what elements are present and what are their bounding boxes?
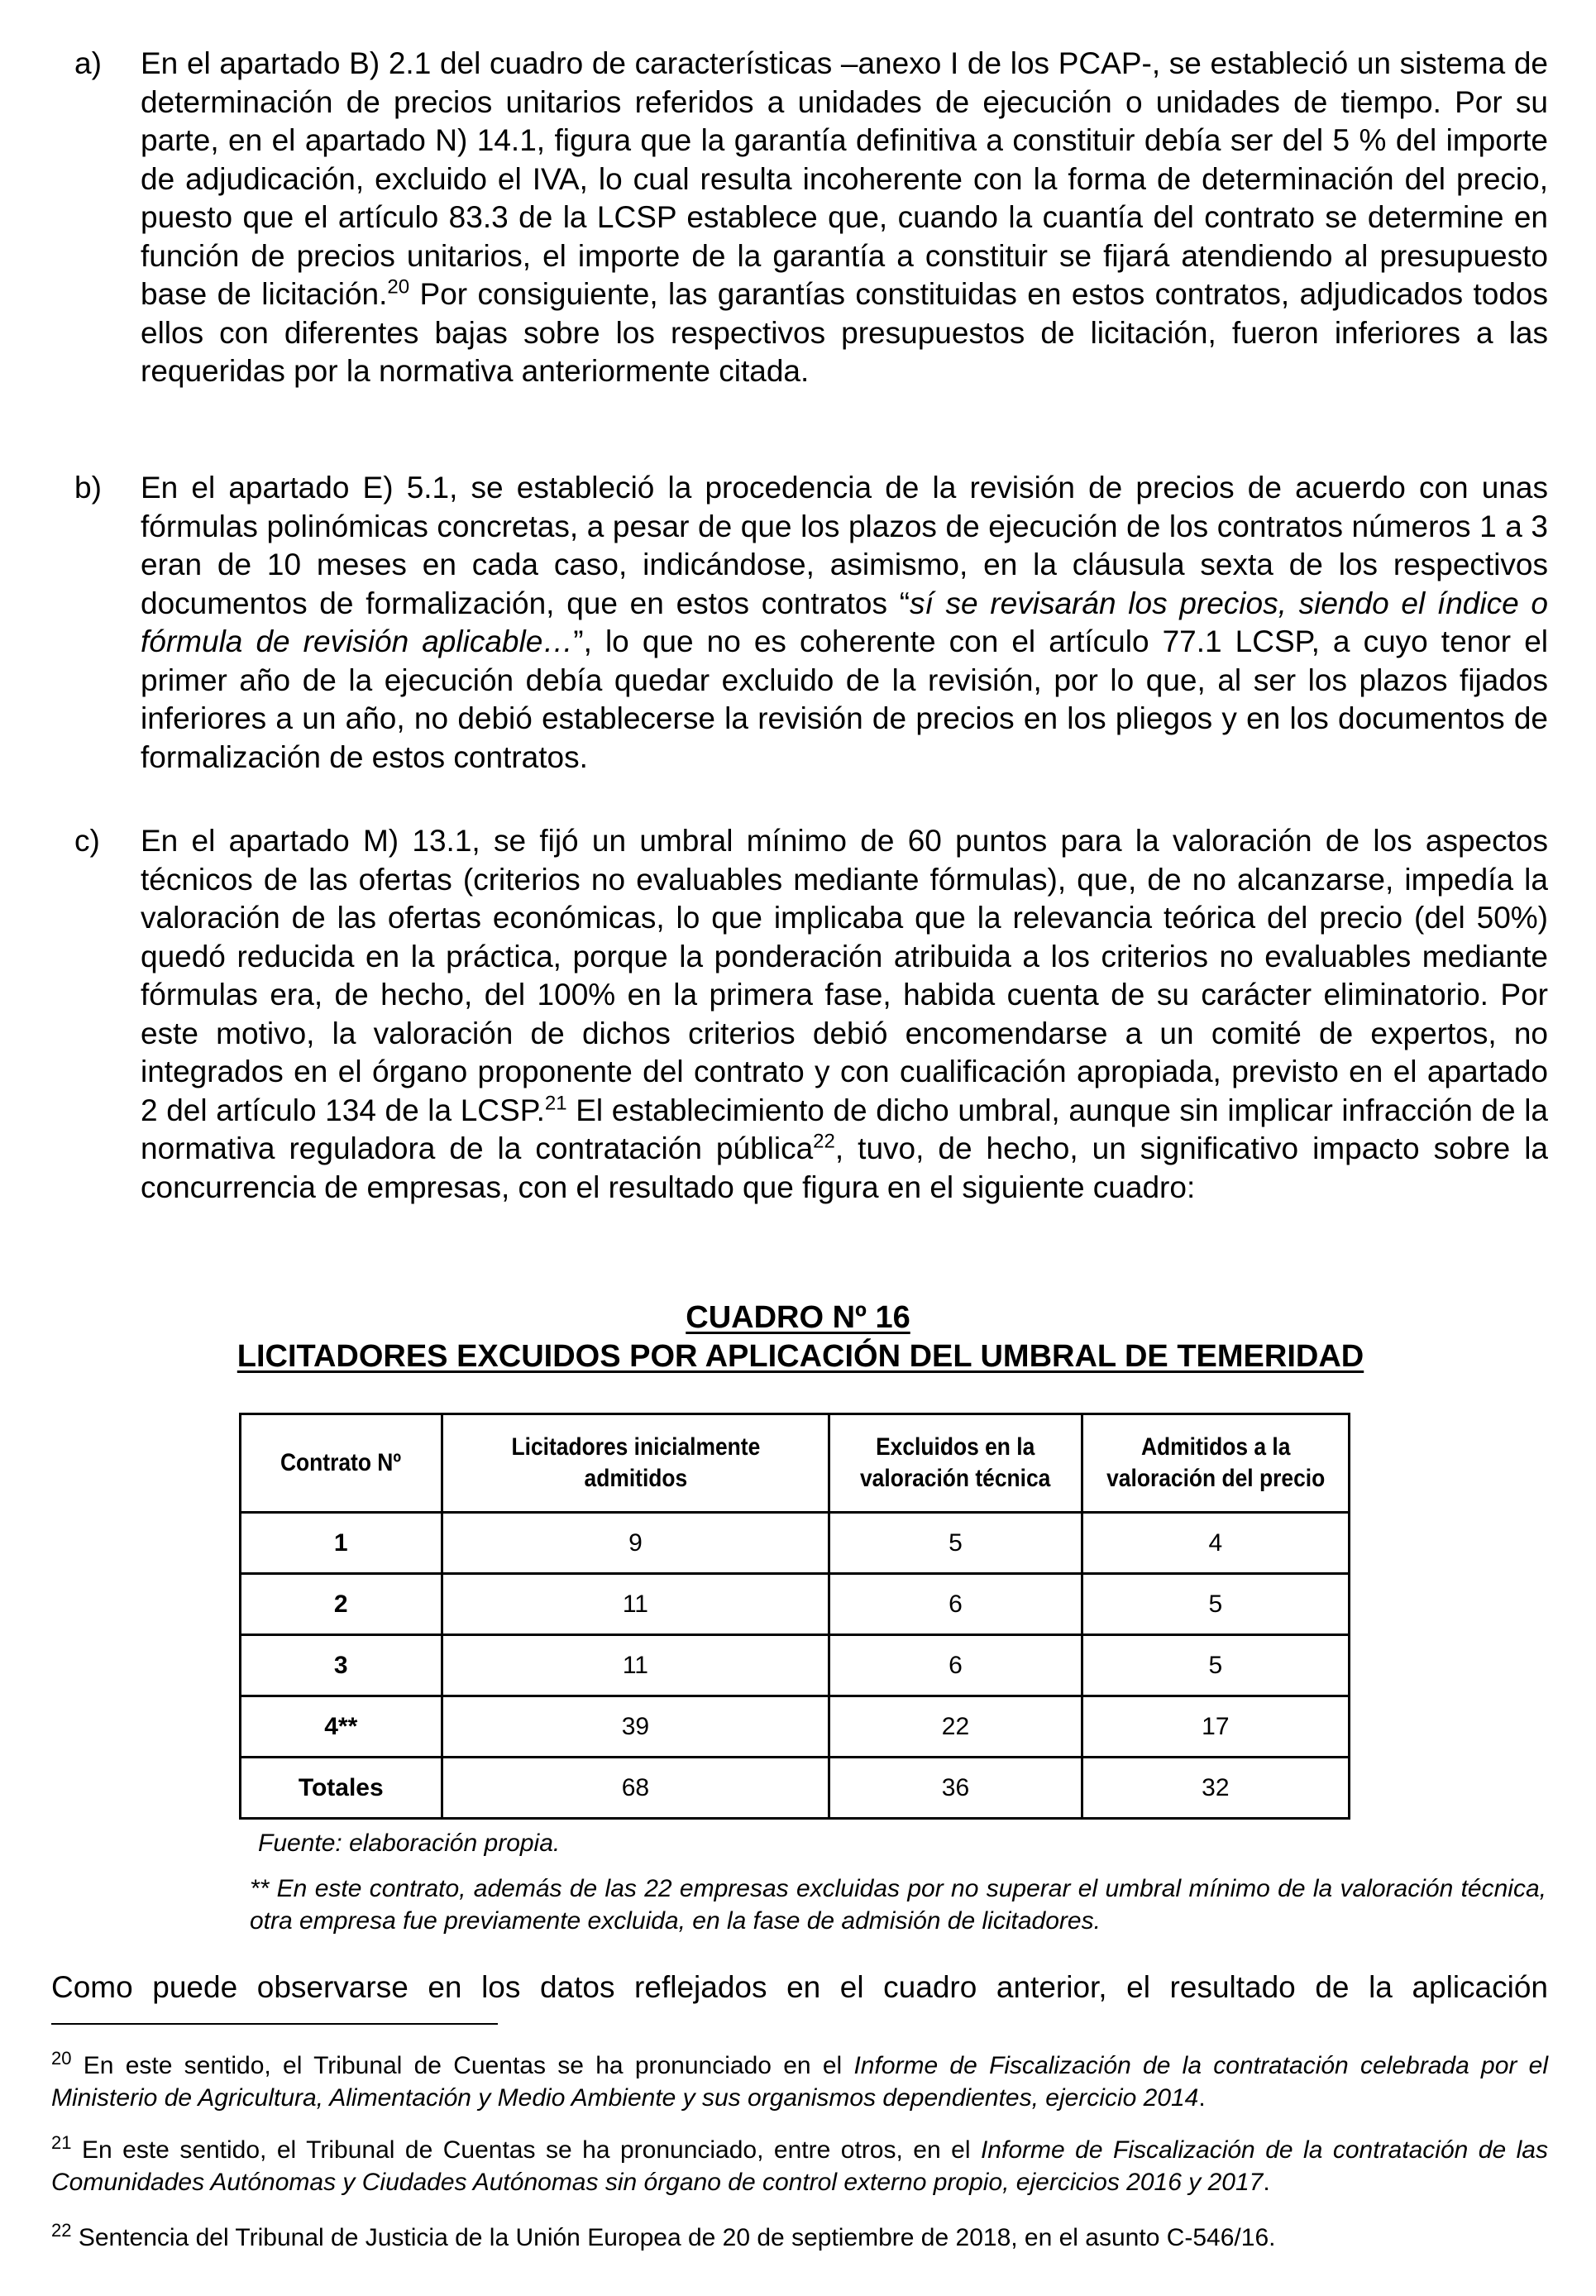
header-label: Excluidos en la valoración técnica (860, 1433, 1051, 1492)
table-cell: 5 (1082, 1635, 1349, 1696)
column-header (1082, 1414, 1349, 1513)
footnote-ref-22[interactable]: 22 (813, 1130, 835, 1153)
table-cell: 6 (829, 1635, 1082, 1696)
header-label: Licitadores inicialmente admitidos (511, 1433, 760, 1492)
table-title: CUADRO Nº 16 (686, 1300, 910, 1335)
column-header (442, 1414, 829, 1513)
text-run: ”, lo que no es coherente con el artículo 77.1 LCSP, a cuyo tenor el primer año de la ejecución debía quedar excluido de la revisión, por lo que, al ser los plazos fijados inferiores a un año, no debió establecerse la revisión de precios en los pliegos y en los documentos de formalización de estos contratos. (141, 624, 1548, 774)
footnote-number: 22 (51, 2220, 72, 2241)
table-note: ** En este contrato, además de las 22 empresas excluidas por no superar el umbral mínimo de la valoración técnica, otra empresa fue previamente excluida, en la fase de admisión de licitadores. (250, 1875, 1546, 1935)
text-run: Por consiguiente, las garantías constituidas en estos contratos, adjudicados todos ellos con diferentes bajas sobre los respectivos presupuestos de licitación, fueron inferiores a las requeridas por la normativa anteriormente citada. (141, 277, 1549, 388)
item-marker: b) (74, 471, 102, 505)
paragraph-c (74, 822, 1548, 1207)
table-cell: 3 (241, 1635, 442, 1696)
table-cell: 9 (442, 1513, 829, 1574)
table-source: Fuente: elaboración propia. (258, 1830, 561, 1857)
report-title: Informe de Fiscalización de la contratación celebrada por el Ministerio de Agricultura, Alimentación y Medio Ambiente y sus organismos dependientes, ejercicio 2014 (51, 2052, 1548, 2112)
table-row (241, 1635, 1350, 1696)
table-cell: 32 (1082, 1758, 1349, 1819)
footnote-ref-21[interactable]: 21 (544, 1092, 567, 1115)
continuation-paragraph: Como puede observarse en los datos reflejados en el cuadro anterior, el resultado de la aplicación (51, 1970, 1548, 2004)
text-run: . (1263, 2169, 1270, 2196)
footnote-number: 20 (51, 2048, 72, 2069)
text-run: El establecimiento de dicho umbral, aunque sin implicar infracción de la normativa reguladora de la contratación pública (141, 1093, 1548, 1165)
table-cell: 22 (829, 1696, 1082, 1758)
table-cell: 68 (442, 1758, 829, 1819)
footnote-21 (51, 2134, 1548, 2198)
table-cell: 5 (829, 1513, 1082, 1574)
column-header (829, 1414, 1082, 1513)
footnote-ref-20[interactable]: 20 (387, 275, 410, 299)
data-table (239, 1413, 1350, 1820)
paragraph-a (74, 45, 1548, 391)
item-marker: c) (74, 824, 100, 858)
table-cell: 11 (442, 1574, 829, 1635)
text-run: , tuvo, de hecho, un significativo impacto sobre la concurrencia de empresas, con el resultado que figura en el siguiente cuadro: (141, 1131, 1548, 1204)
table-cell: 11 (442, 1635, 829, 1696)
header-label: Contrato Nº (280, 1449, 402, 1476)
table-cell: 39 (442, 1696, 829, 1758)
table-cell: 2 (241, 1574, 442, 1635)
table-cell: 4** (241, 1696, 442, 1758)
header-label: Admitidos a la valoración del precio (1106, 1433, 1325, 1492)
text-run: . (1198, 2084, 1206, 2112)
text-run: En este sentido, el Tribunal de Cuentas se ha pronunciado en el (71, 2052, 854, 2079)
table-row (241, 1574, 1350, 1635)
footnote-number: 21 (51, 2132, 72, 2153)
paragraph-text (141, 45, 1548, 391)
paragraph-text (141, 469, 1548, 777)
table-cell: 36 (829, 1758, 1082, 1819)
text-run: Sentencia del Tribunal de Justicia de la Unión Europea de 20 de septiembre de 2018, en el asunto C-546/16. (71, 2224, 1276, 2251)
report-title: Informe de Fiscalización de la contratación de las Comunidades Autónomas y Ciudades Autónomas sin órgano de control externo propio, ejercicios 2016 y 2017 (51, 2136, 1548, 2196)
table-cell: 17 (1082, 1696, 1349, 1758)
text-run: En el apartado E) 5.1, se estableció la procedencia de la revisión de precios de acuerdo con unas fórmulas polinómicas concretas, a pesar de que los plazos de ejecución de los contratos números 1 a 3 eran de 10 meses en cada caso, indicándose, asimismo, en la cláusula sexta de los respectivos documentos de formalización, que en estos contratos “ (141, 471, 1548, 620)
paragraph-b (74, 469, 1548, 777)
table-cell: 1 (241, 1513, 442, 1574)
quoted-clause: sí se revisarán los precios, siendo el índice o fórmula de revisión aplicable… (141, 586, 1548, 658)
table-row (241, 1696, 1350, 1758)
footnote-20 (51, 2050, 1548, 2114)
table-cell: 4 (1082, 1513, 1349, 1574)
table-cell: 6 (829, 1574, 1082, 1635)
table-cell: Totales (241, 1758, 442, 1819)
paragraph-text (141, 822, 1548, 1207)
table-subtitle: LICITADORES EXCUIDOS POR APLICACIÓN DEL UMBRAL DE TEMERIDAD (237, 1339, 1364, 1374)
text-run: En el apartado M) 13.1, se fijó un umbral mínimo de 60 puntos para la valoración de los aspectos técnicos de las ofertas (criterios no evaluables mediante fórmulas), que, de no alcanzarse, impedía la valoración de las ofertas económicas, lo que implicaba que la relevancia teórica del precio (del 50%) quedó reducida en la práctica, porque la ponderación atribuida a los criterios no evaluables mediante fórmulas era, de hecho, del 100% en la primera fase, habida cuenta de su carácter eliminatorio. Por este motivo, la valoración de dichos criterios debió encomendarse a un comité de expertos, no integrados en el órgano proponente del contrato y con cualificación apropiada, previsto en el apartado 2 del artículo 134 de la LCSP. (141, 824, 1548, 1127)
text-run: En el apartado B) 2.1 del cuadro de características –anexo I de los PCAP-, se estableció un sistema de determinación de precios unitarios referidos a unidades de ejecución o unidades de tiempo. Por su parte, en el apartado N) 14.1, figura que la garantía definitiva a constituir debía ser del 5 % del importe de adjudicación, excluido el IVA, lo cual resulta incoherente con la forma de determinación del precio, puesto que el artículo 83.3 de la LCSP establece que, cuando la cuantía del contrato se determine en función de precios unitarios, el importe de la garantía a constituir se fijará atendiendo al presupuesto base de licitación. (141, 46, 1548, 311)
table-row-totals (241, 1758, 1350, 1819)
table-row (241, 1513, 1350, 1574)
footnote-separator (51, 2023, 498, 2025)
footnote-22 (51, 2222, 1548, 2254)
column-header (241, 1414, 442, 1513)
item-marker: a) (74, 46, 102, 80)
table-cell: 5 (1082, 1574, 1349, 1635)
table-header-row (241, 1414, 1350, 1513)
text-run: En este sentido, el Tribunal de Cuentas se ha pronunciado, entre otros, en el (71, 2136, 981, 2164)
